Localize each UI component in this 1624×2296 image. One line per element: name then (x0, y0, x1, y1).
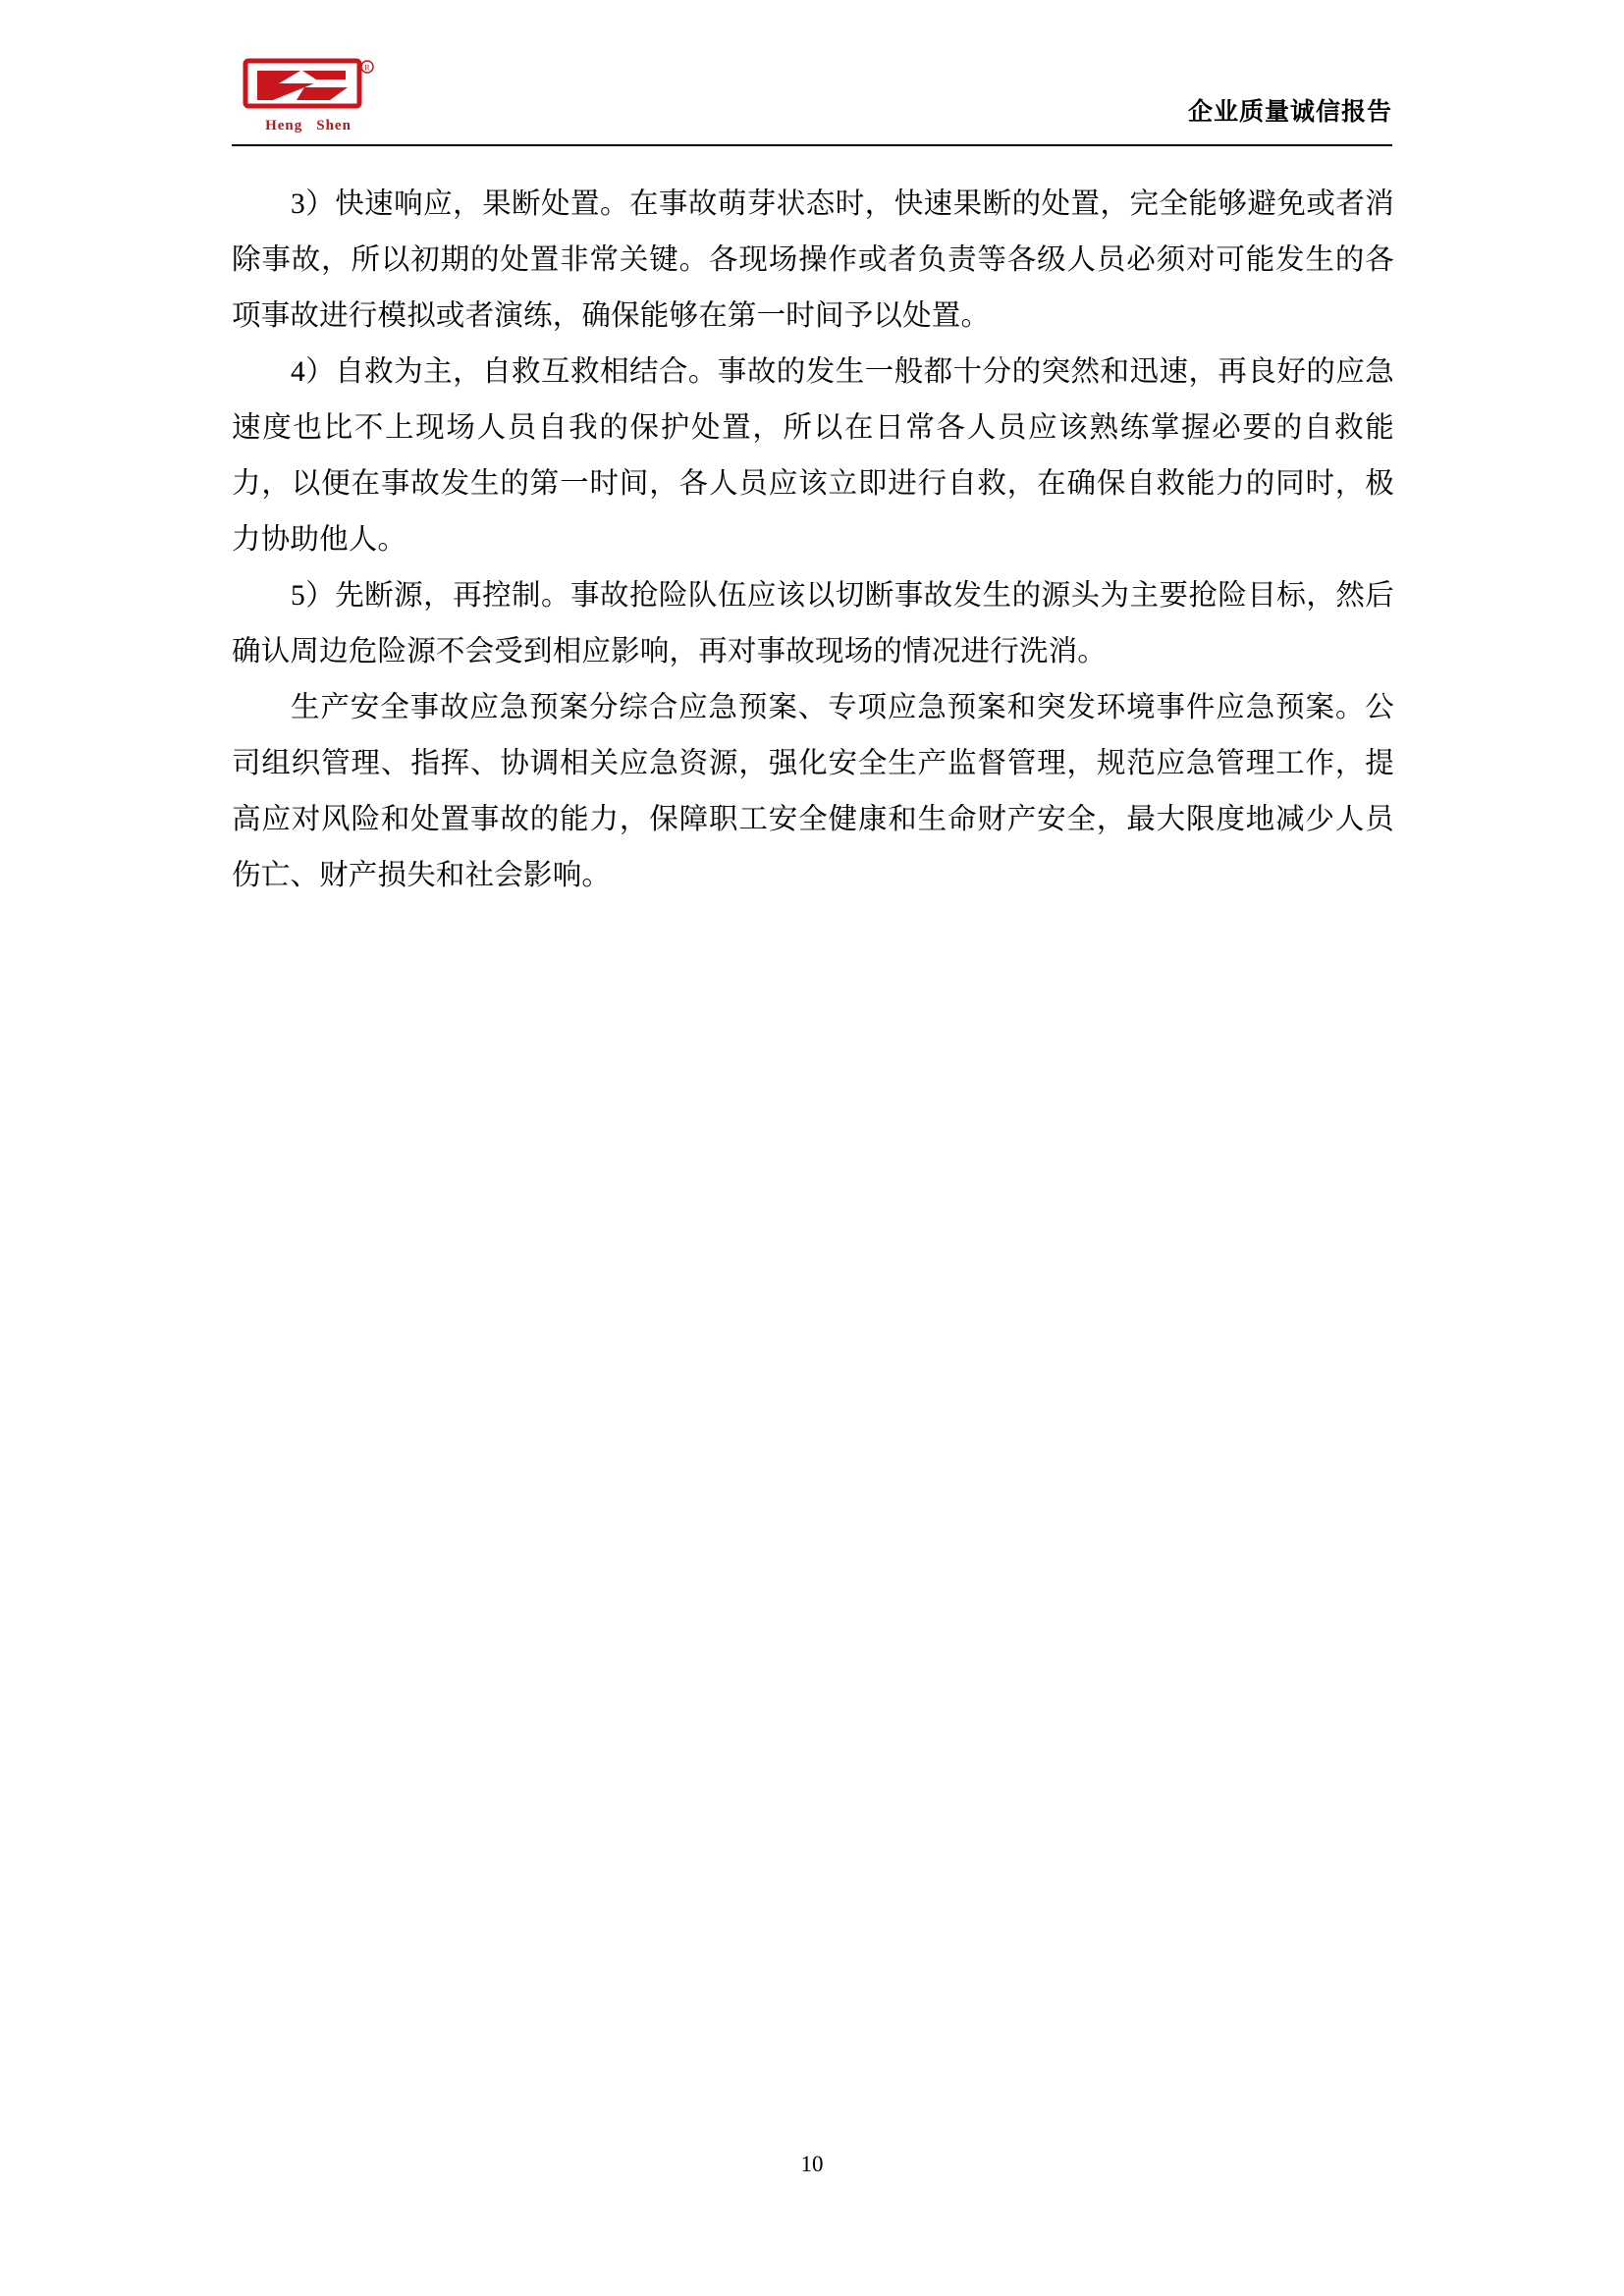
company-logo (232, 57, 389, 143)
paragraph-3: 5）先断源，再控制。事故抢险队伍应该以切断事故发生的源头为主要抢险目标，然后确认周边危险源不会受到相应影响，再对事故现场的情况进行洗消。 (232, 580, 1394, 667)
logo-pinyin-right: Shen (316, 118, 352, 133)
page-footer (0, 2152, 1624, 2177)
logo-pinyin-text (240, 118, 377, 134)
paragraph-4: 生产安全事故应急预案分综合应急预案、专项应急预案和突发环境事件应急预案。公司组织管理、指挥、协调相关应急资源，强化安全生产监督管理，规范应急管理工作，提高应对风险和处置事故的能力，保障职工安全健康和生命财产安全，最大限度地减少人员伤亡、财产损失和社会影响。 (232, 692, 1394, 891)
page-number: 10 (800, 2152, 824, 2176)
paragraph-2: 4）自救为主，自救互救相结合。事故的发生一般都十分的突然和迅速，再良好的应急速度也比不上现场人员自我的保护处置，所以在日常各人员应该熟练掌握必要的自救能力，以便在事故发生的第一时间，各人员应该立即进行自救，在确保自救能力的同时，极力协助他人。 (232, 356, 1394, 556)
document-body (232, 177, 1394, 904)
hengshen-logo-icon (240, 57, 377, 118)
logo-pinyin-left: Heng (265, 118, 303, 133)
header-divider (232, 144, 1392, 146)
svg-text:R: R (364, 63, 370, 73)
page-header (232, 57, 1392, 147)
paragraph-1: 3）快速响应，果断处置。在事故萌芽状态时，快速果断的处置，完全能够避免或者消除事故，所以初期的处置非常关键。各现场操作或者负责等各级人员必须对可能发生的各项事故进行模拟或者演练，确保能够在第一时间予以处置。 (232, 188, 1394, 332)
header-title: 企业质量诚信报告 (1187, 98, 1392, 126)
